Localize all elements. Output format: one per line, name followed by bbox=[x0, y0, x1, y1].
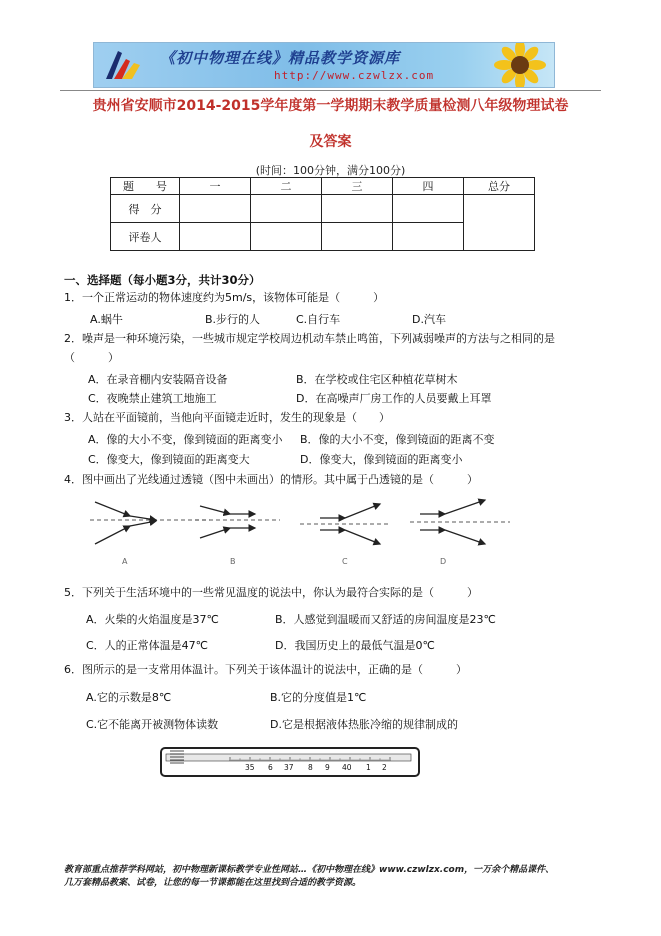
footer-note bbox=[64, 864, 604, 890]
header-banner bbox=[93, 42, 555, 88]
question-6-stem: 6．图所示的是一支常用体温计。下列关于该体温计的说法中，正确的是（ ） bbox=[64, 663, 467, 676]
question-2-stem: 2．噪声是一种环境污染，一些城市规定学校周边机动车禁止鸣笛，下列减弱噪声的方法与之相同的是 bbox=[64, 332, 555, 345]
thermo-label: 2 bbox=[382, 763, 387, 772]
score-table-header: 二 bbox=[251, 178, 322, 195]
q3-option-d[interactable]: D．像变大，像到镜面的距离变小 bbox=[300, 453, 463, 466]
exam-info: (时间：100分钟，满分100分) bbox=[255, 164, 406, 177]
grader-cell[interactable] bbox=[180, 223, 251, 251]
q1-option-d[interactable]: D.汽车 bbox=[412, 313, 446, 326]
question-4-stem: 4．图中画出了光线通过透镜（图中未画出）的情形。其中属于凸透镜的是（ ） bbox=[64, 473, 478, 486]
document-title-line2: 及答案 bbox=[309, 134, 352, 150]
grader-row-label: 评卷人 bbox=[111, 223, 180, 251]
grader-cell[interactable] bbox=[393, 223, 464, 251]
grader-cell[interactable] bbox=[322, 223, 393, 251]
score-table-header: 三 bbox=[322, 178, 393, 195]
q6-option-c[interactable]: C.它不能离开被测物体读数 bbox=[86, 718, 219, 731]
thermo-label: 9 bbox=[325, 763, 330, 772]
q2-option-b[interactable]: B．在学校或住宅区种植花草树木 bbox=[296, 373, 458, 386]
q1-option-b[interactable]: B.步行的人 bbox=[205, 313, 261, 326]
question-1-stem: 1．一个正常运动的物体速度约为5m/s，该物体可能是（ ） bbox=[64, 291, 385, 304]
score-table-header: 总分 bbox=[464, 178, 535, 195]
q2-option-a[interactable]: A．在录音棚内安装隔音设备 bbox=[88, 373, 228, 386]
document-title: 贵州省安顺市2014-2015学年度第一学期期末教学质量检测八年级物理试卷 bbox=[92, 98, 569, 114]
thermo-label: 1 bbox=[366, 763, 371, 772]
q5-option-d[interactable]: D．我国历史上的最低气温是0℃ bbox=[275, 639, 435, 652]
score-table bbox=[110, 177, 535, 251]
thermo-label: 35 bbox=[245, 763, 255, 772]
lens-label-c: C bbox=[342, 557, 348, 566]
score-table-header: 四 bbox=[393, 178, 464, 195]
site-logo-icon bbox=[100, 45, 150, 85]
lens-label-d: D bbox=[440, 557, 447, 566]
footer-line: 教育部重点推荐学科网站，初中物理新课标教学专业性网站…《初中物理在线》www.czwlzx.com，一万余个精品课件、 bbox=[64, 865, 555, 875]
q5-option-b[interactable]: B．人感觉到温暖而又舒适的房间温度是23℃ bbox=[275, 613, 496, 626]
score-table-header: 题 号 bbox=[111, 178, 180, 195]
lens-ray-diagram bbox=[90, 494, 510, 568]
thermo-label: 8 bbox=[308, 763, 313, 772]
section-title: 一、选择题（每小题3分，共计30分） bbox=[64, 273, 261, 287]
question-5-stem: 5．下列关于生活环境中的一些常见温度的说法中，你认为最符合实际的是（ ） bbox=[64, 586, 478, 599]
lens-label-a: A bbox=[122, 557, 128, 566]
q5-option-a[interactable]: A．火柴的火焰温度是37℃ bbox=[86, 613, 219, 626]
q2-option-c[interactable]: C．夜晚禁止建筑工地施工 bbox=[88, 392, 217, 405]
q6-option-a[interactable]: A.它的示数是8℃ bbox=[86, 691, 172, 704]
score-cell[interactable] bbox=[180, 195, 251, 223]
banner-title: 《初中物理在线》精品教学资源库 bbox=[160, 49, 401, 67]
header-rule bbox=[60, 90, 601, 91]
footer-line: 几万套精品教案、试卷，让您的每一节课都能在这里找到合适的教学资源。 bbox=[64, 878, 362, 888]
score-cell[interactable] bbox=[251, 195, 322, 223]
total-score-cell[interactable] bbox=[464, 195, 535, 251]
banner-url[interactable]: http://www.czwlzx.com bbox=[274, 69, 435, 82]
q6-option-b[interactable]: B.它的分度值是1℃ bbox=[270, 691, 367, 704]
q3-option-b[interactable]: B．像的大小不变，像到镜面的距离不变 bbox=[300, 433, 495, 446]
thermometer-figure bbox=[160, 747, 425, 779]
q1-option-a[interactable]: A.蜗牛 bbox=[90, 313, 123, 326]
question-3-stem: 3．人站在平面镜前，当他向平面镜走近时，发生的现象是（ ） bbox=[64, 411, 390, 424]
score-cell[interactable] bbox=[322, 195, 393, 223]
q5-option-c[interactable]: C．人的正常体温是47℃ bbox=[86, 639, 209, 652]
thermo-label: 6 bbox=[268, 763, 273, 772]
sunflower-icon bbox=[490, 42, 550, 88]
question-2-stem-cont: （ ） bbox=[64, 351, 119, 364]
grader-cell[interactable] bbox=[251, 223, 322, 251]
score-row-label: 得 分 bbox=[111, 195, 180, 223]
lens-label-b: B bbox=[230, 557, 236, 566]
q1-option-c[interactable]: C.自行车 bbox=[296, 313, 341, 326]
score-cell[interactable] bbox=[393, 195, 464, 223]
q2-option-d[interactable]: D．在高噪声厂房工作的人员要戴上耳罩 bbox=[296, 392, 492, 405]
q3-option-a[interactable]: A．像的大小不变，像到镜面的距离变小 bbox=[88, 433, 283, 446]
thermo-label: 37 bbox=[284, 763, 294, 772]
score-table-header: 一 bbox=[180, 178, 251, 195]
q3-option-c[interactable]: C．像变大，像到镜面的距离变大 bbox=[88, 453, 250, 466]
q6-option-d[interactable]: D.它是根据液体热胀冷缩的规律制成的 bbox=[270, 718, 458, 731]
thermo-label: 40 bbox=[342, 763, 352, 772]
